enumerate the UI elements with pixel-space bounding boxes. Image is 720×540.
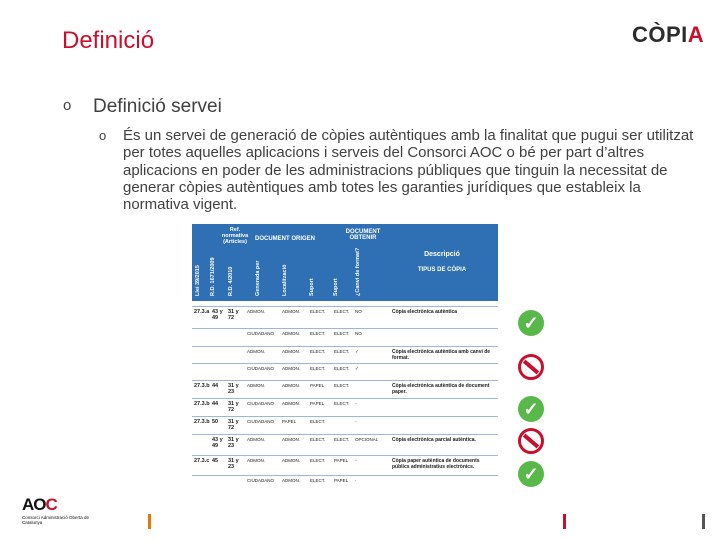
table-row: [192, 434, 498, 456]
table-cell-a: 27.3.b: [194, 383, 210, 389]
header-doc-obtenir: DOCUMENT OBTENIR: [345, 229, 381, 241]
table-cell-s2: ELECT.: [334, 366, 350, 371]
table-cell-desc: Còpia electrònica parcial autèntica.: [392, 437, 476, 443]
table-cell-loc: ADMON.: [282, 331, 300, 336]
table-row: [192, 455, 498, 476]
table-cell-s1: ELECT.: [310, 458, 326, 463]
header-vertical-6: Suport: [309, 278, 315, 296]
table-cell-s1: PAPEL: [310, 383, 325, 388]
table-cell-canvi: ✓: [355, 349, 359, 354]
table-cell-gen: ADMON.: [247, 437, 265, 442]
table-cell-canvi: NO: [355, 309, 362, 314]
table-cell-canvi: -: [355, 419, 357, 424]
table-row: [192, 380, 498, 399]
table-cell-loc: ADMON.: [282, 383, 300, 388]
table-cell-a: [194, 329, 212, 331]
table-cell-b: 50: [212, 419, 219, 425]
footer-marker: [702, 514, 705, 529]
table-cell-b: 44: [212, 401, 219, 407]
table-cell-desc: [392, 329, 496, 331]
table-cell-a: 27.3.c: [194, 458, 210, 464]
copy-types-table: [192, 224, 498, 494]
table-cell-c: [228, 347, 242, 349]
table-cell-b: [212, 364, 225, 366]
table-cell-s2: ELECT.: [334, 331, 350, 336]
table-cell-gen: CIUDADANO: [247, 366, 275, 371]
table-cell-loc: ADMON.: [282, 437, 300, 442]
header-tipus: TIPUS DE CÒPIA: [417, 267, 467, 273]
table-cell-c: 31 y 23: [228, 437, 239, 449]
table-cell-gen: ADMON.: [247, 383, 265, 388]
table-cell-b: [212, 476, 225, 478]
table-cell-loc: ADMON.: [282, 458, 300, 463]
table-cell-s2: PAPEL: [334, 478, 349, 483]
table-row: [192, 306, 498, 329]
table-cell-loc: ADMON.: [282, 349, 300, 354]
table-cell-c: [228, 329, 242, 331]
header-descripcio: Descripció: [424, 251, 460, 258]
header-vertical-2: R.D. 1671/2009: [210, 257, 216, 296]
logo-text: CÒPI: [632, 22, 688, 47]
table-row: [192, 475, 498, 495]
header-vertical-3: R.D. 4/2010: [228, 266, 234, 296]
table-cell-c: 31 y 72: [228, 401, 239, 413]
table-cell-s1: ELECT.: [310, 309, 326, 314]
table-cell-a: 27.3.a: [194, 309, 210, 315]
table-cell-s1: ELECT.: [310, 349, 326, 354]
header-vertical-8: ¿Canvi de format?: [355, 247, 361, 296]
table-cell-c: 31 y 72: [228, 309, 239, 321]
bullet-level2-text: És un servei de generació de còpies autèntiques amb la finalitat que pugui ser utilitzat per totes aquelles aplicacions i serveis del Consorci AOC o bé per part d’altres aplicacions en poder de les administracions públiques que tinguin la necessitat de generar còpies autèntiques amb totes les garanties jurídiques que estableix la normativa vigent.: [123, 127, 694, 214]
table-cell-s1: ELECT.: [310, 366, 326, 371]
table-row: [192, 363, 498, 381]
table-cell-s1: ELECT.: [310, 478, 326, 483]
table-cell-a: [194, 347, 212, 349]
table-cell-loc: ADMON.: [282, 309, 300, 314]
footer-marker: [563, 514, 566, 529]
table-cell-canvi: -: [355, 478, 357, 483]
footer-marker: [148, 514, 151, 529]
table-cell-canvi: -: [355, 401, 357, 406]
table-cell-desc: [392, 476, 496, 478]
aoc-mark-c: C: [45, 495, 57, 514]
aoc-mark-a: A: [22, 495, 34, 514]
table-cell-loc: PAPEL: [282, 419, 297, 424]
aoc-mark: [22, 495, 92, 515]
table-cell-desc: [392, 417, 496, 419]
forbidden-icon: [518, 354, 544, 380]
slide-title: Definició: [62, 27, 155, 54]
logo-accent: A: [687, 22, 705, 47]
table-cell-a: [194, 435, 212, 437]
table-cell-s2: ELECT.: [334, 309, 350, 314]
table-cell-b: 43 y 49: [212, 437, 223, 449]
table-cell-s1: ELECT.: [310, 419, 326, 424]
header-doc-origen: DOCUMENT ORIGEN: [255, 236, 315, 242]
table-cell-s1: PAPEL: [310, 401, 325, 406]
table-row: [192, 346, 498, 364]
table-cell-c: 31 y 23: [228, 458, 239, 470]
table-row: [192, 328, 498, 347]
table-cell-c: [228, 364, 242, 366]
header-ref: Ref. normativa (Articles): [221, 227, 249, 245]
check-icon: ✓: [518, 310, 544, 336]
table-cell-a: 27.3.b: [194, 419, 210, 425]
table-cell-gen: CIUDADANO: [247, 478, 275, 483]
table-cell-canvi: -: [355, 458, 357, 463]
table-cell-a: [194, 364, 212, 366]
table-row: [192, 398, 498, 417]
check-icon: ✓: [518, 461, 544, 487]
aoc-mark-o: O: [33, 495, 46, 514]
table-cell-gen: CIUDADANO: [247, 401, 275, 406]
table-cell-b: [212, 329, 225, 331]
aoc-logo: [22, 495, 92, 531]
header-vertical-5: Localització: [282, 264, 288, 296]
table-cell-s2: ELECT.: [334, 401, 350, 406]
header-vertical-4: Generada per: [255, 260, 261, 296]
table-cell-b: 44: [212, 383, 219, 389]
table-cell-desc: [392, 399, 496, 401]
aoc-subtitle: Consorci Administració Oberta de Catalunya: [22, 515, 90, 525]
table-cell-canvi: ✓: [355, 366, 359, 371]
table-cell-desc: Còpia electrònica autèntica de document paper.: [392, 383, 490, 395]
table-cell-loc: ADMON.: [282, 366, 300, 371]
table-cell-c: 31 y 23: [228, 383, 239, 395]
table-cell-gen: ADMON.: [247, 309, 265, 314]
table-cell-desc: Còpia paper autèntica de documents públics administratius electrònics.: [392, 458, 480, 470]
table-cell-canvi: NO: [355, 331, 362, 336]
copy-type-icons: [518, 310, 548, 490]
table-cell-desc: [392, 364, 496, 366]
table-cell-gen: ADMON.: [247, 458, 265, 463]
header-vertical-1: Llei 39/2015: [195, 265, 201, 296]
table-cell-a: [194, 476, 212, 478]
table-cell-desc: Còpia electrònica autèntica amb canvi de format.: [392, 349, 491, 361]
table-cell-a: 27.3.b: [194, 401, 210, 407]
table-cell-c: [228, 476, 242, 478]
table-header: [192, 224, 498, 301]
table-cell-gen: CIUDADANO: [247, 419, 275, 424]
table-cell-s1: ELECT.: [310, 437, 326, 442]
bullet-marker: o: [63, 97, 72, 114]
header-vertical-7: Suport: [333, 278, 339, 296]
forbidden-icon: [518, 428, 544, 454]
table-cell-desc: Còpia electrònica autèntica: [392, 309, 458, 315]
table-cell-loc: ADMON.: [282, 478, 300, 483]
table-cell-s2: ELECT.: [334, 383, 350, 388]
table-cell-s2: [334, 417, 354, 419]
copia-logo: [632, 22, 704, 48]
bullet-marker: o: [99, 128, 107, 143]
table-cell-b: [212, 347, 225, 349]
table-body: [192, 301, 498, 494]
table-cell-s2: ELECT.: [334, 437, 350, 442]
table-cell-s2: PAPEL: [334, 458, 349, 463]
table-cell-canvi: OPCIONAL: [355, 437, 379, 442]
table-cell-canvi: [355, 381, 385, 383]
table-cell-gen: CIUDADANO: [247, 331, 275, 336]
table-cell-loc: ADMON.: [282, 401, 300, 406]
bullet-level1-text: Definició servei: [93, 96, 222, 117]
table-cell-b: 43 y 49: [212, 309, 223, 321]
table-cell-s2: ELECT.: [334, 349, 350, 354]
table-cell-gen: ADMON.: [247, 349, 265, 354]
table-cell-c: 31 y 72: [228, 419, 239, 431]
table-cell-b: 45: [212, 458, 219, 464]
check-icon: ✓: [518, 396, 544, 422]
table-cell-s1: ELECT.: [310, 331, 326, 336]
table-row: [192, 416, 498, 435]
